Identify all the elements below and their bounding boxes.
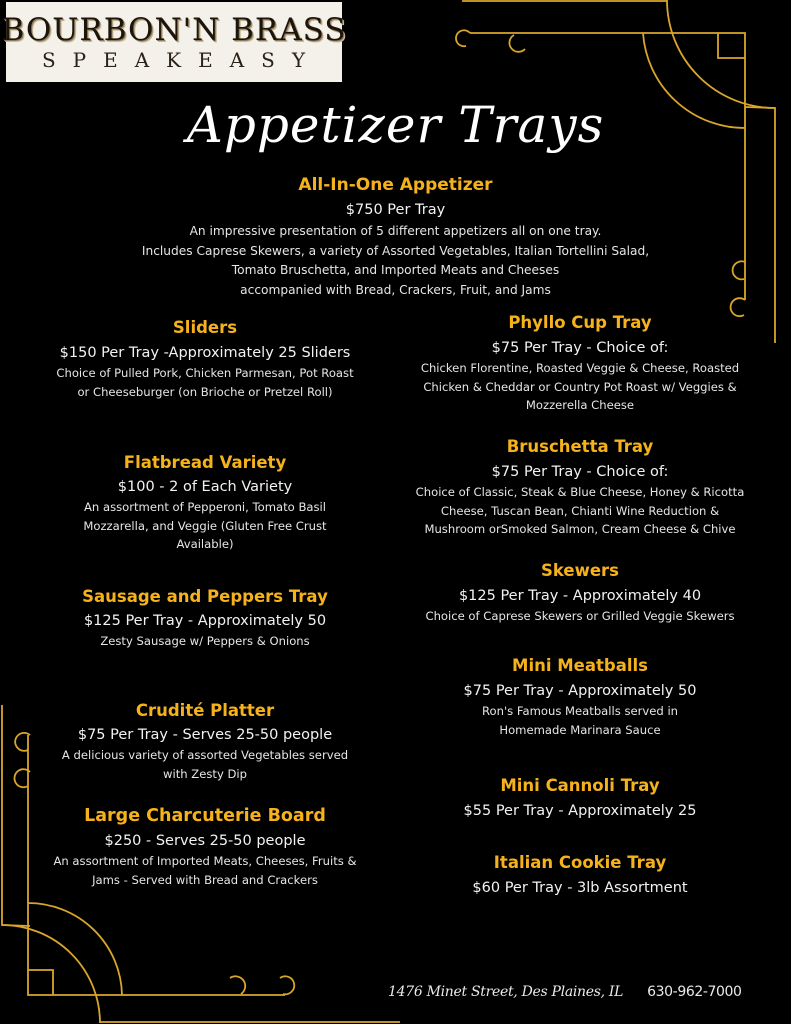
item-description: An assortment of Pepperoni, Tomato Basil Mozzarella, and Veggie (Gluten Free Crust Available) bbox=[83, 500, 327, 551]
item-description: Ron's Famous Meatballs served in Homemade Marinara Sauce bbox=[481, 704, 679, 737]
item-name: Sliders bbox=[172, 318, 238, 337]
item-price: $750 Per Tray bbox=[345, 202, 446, 218]
menu-item-bruschetta bbox=[380, 436, 780, 539]
menu-item-sliders bbox=[20, 317, 390, 401]
menu-item-cannoli bbox=[380, 775, 780, 822]
brand-name: BOURBON'N BRASS bbox=[1, 12, 347, 48]
item-description: Zesty Sausage w/ Peppers & Onions bbox=[100, 634, 310, 648]
menu-item-charcuterie bbox=[20, 805, 390, 889]
footer-address: 1476 Minet Street, Des Plaines, IL bbox=[388, 984, 624, 1000]
item-price: $125 Per Tray - Approximately 40 bbox=[458, 588, 702, 604]
item-price: $100 - 2 of Each Variety bbox=[117, 479, 293, 495]
item-description: Choice of Pulled Pork, Chicken Parmesan, Pot Roast or Cheeseburger (on Brioche or Pretzel Roll) bbox=[56, 366, 354, 399]
brand-subtitle: SPEAKEASY bbox=[41, 48, 323, 72]
item-price: $75 Per Tray - Choice of: bbox=[491, 464, 669, 480]
item-name: Phyllo Cup Tray bbox=[508, 313, 652, 332]
item-price: $75 Per Tray - Approximately 50 bbox=[463, 683, 697, 699]
scroll-icon bbox=[230, 976, 245, 994]
menu-item-sausage-peppers bbox=[20, 586, 390, 651]
menu-item-meatballs bbox=[380, 655, 780, 739]
scroll-icon bbox=[456, 30, 470, 46]
item-name: Bruschetta Tray bbox=[506, 437, 654, 456]
menu-item-skewers bbox=[380, 560, 780, 626]
item-description: An impressive presentation of 5 different appetizers all on one tray. Includes Caprese Skewers, a variety of Assorted Vegetables, Italian Tortellini Salad, Tomato Bruschetta, and Imported Meats and Cheeses accompanied with Bread, Crackers, Fruit, and Jams bbox=[141, 224, 650, 297]
brand-logo bbox=[1, 2, 347, 82]
footer-contact bbox=[388, 984, 788, 1000]
item-description: An assortment of Imported Meats, Cheeses, Fruits & Jams - Served with Bread and Crackers bbox=[53, 854, 357, 887]
menu-item-featured bbox=[0, 174, 791, 300]
item-description: Choice of Classic, Steak & Blue Cheese, Honey & Ricotta Cheese, Tuscan Bean, Chianti Wine Reduction & Mushroom orSmoked Salmon, Cream Cheese & Chive bbox=[415, 485, 745, 536]
item-price: $150 Per Tray -Approximately 25 Sliders bbox=[59, 345, 351, 361]
item-name: Mini Cannoli Tray bbox=[500, 776, 660, 795]
item-name: Sausage and Peppers Tray bbox=[82, 587, 328, 606]
item-name: Large Charcuterie Board bbox=[84, 806, 326, 826]
item-name: Mini Meatballs bbox=[512, 656, 648, 675]
item-description: A delicious variety of assorted Vegetables served with Zesty Dip bbox=[61, 748, 349, 781]
scroll-icon bbox=[280, 976, 294, 994]
scroll-icon bbox=[509, 35, 525, 52]
menu-item-phyllo bbox=[380, 312, 780, 415]
item-name: Crudité Platter bbox=[135, 701, 275, 720]
item-description: Choice of Caprese Skewers or Grilled Veggie Skewers bbox=[425, 609, 735, 623]
menu-item-flatbread bbox=[20, 452, 390, 554]
item-price: $250 - Serves 25-50 people bbox=[104, 833, 306, 849]
item-name: Skewers bbox=[541, 561, 619, 580]
item-price: $60 Per Tray - 3lb Assortment bbox=[472, 880, 688, 896]
item-name: Flatbread Variety bbox=[123, 453, 287, 472]
menu-item-crudite bbox=[20, 700, 390, 783]
item-name: Italian Cookie Tray bbox=[493, 853, 667, 872]
item-price: $75 Per Tray - Serves 25-50 people bbox=[77, 727, 333, 743]
item-name: All-In-One Appetizer bbox=[298, 175, 493, 195]
item-price: $125 Per Tray - Approximately 50 bbox=[83, 613, 327, 629]
item-price: $55 Per Tray - Approximately 25 bbox=[463, 803, 697, 819]
item-price: $75 Per Tray - Choice of: bbox=[491, 340, 669, 356]
footer-phone: 630-962-7000 bbox=[647, 984, 742, 1000]
menu-item-cookies bbox=[380, 852, 780, 899]
page-title: Appetizer Trays bbox=[186, 96, 605, 154]
item-description: Chicken Florentine, Roasted Veggie & Cheese, Roasted Chicken & Cheddar or Country Pot Roast w/ Veggies & Mozzerella Cheese bbox=[420, 361, 740, 412]
